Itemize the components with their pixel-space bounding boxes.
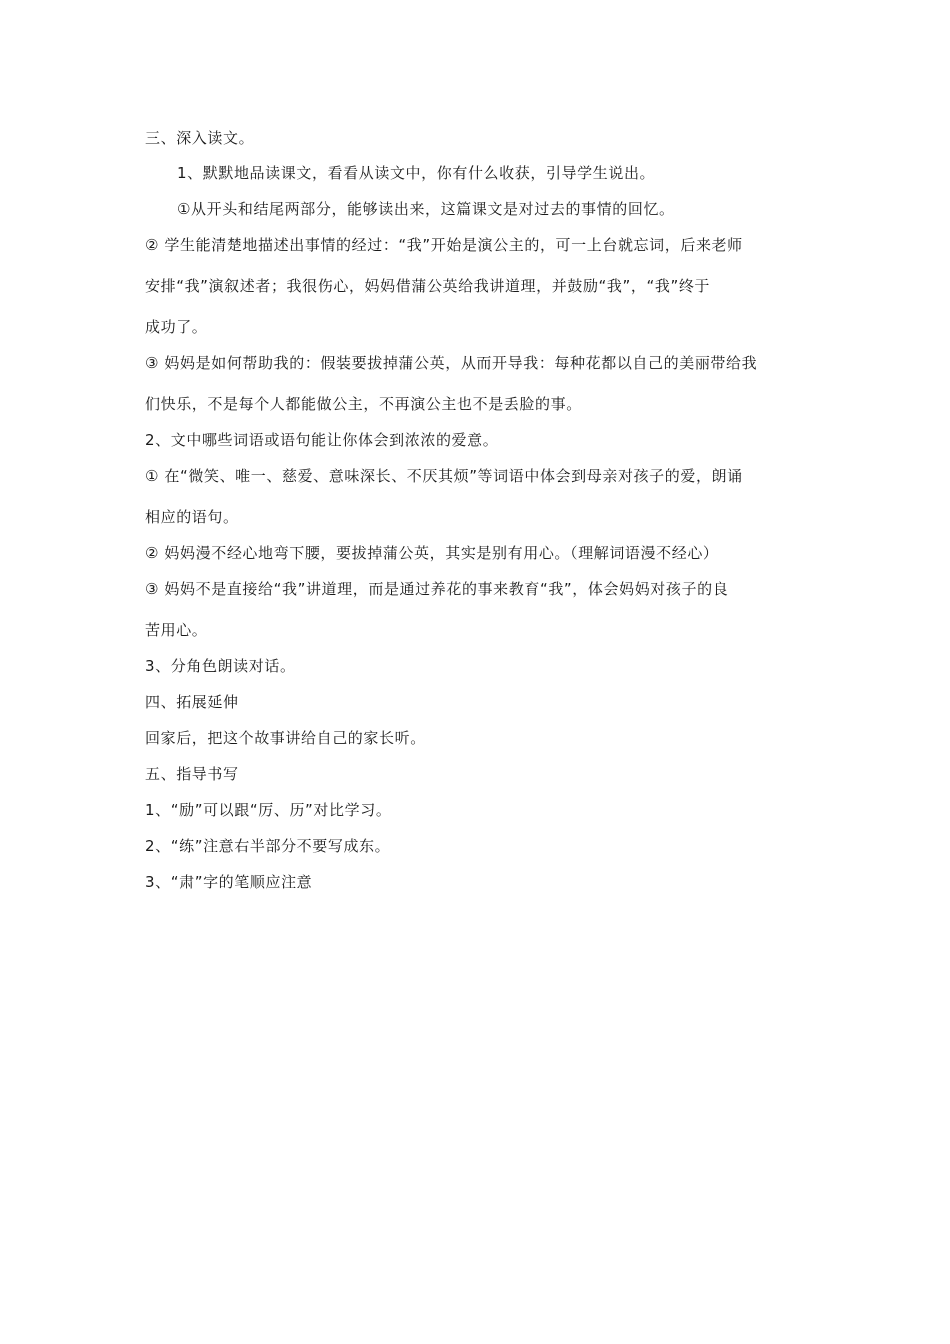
item-2-point-3-line-2: 苦用心。: [145, 621, 208, 639]
item-1-text: 1、默默地品读课文，看看从读文中，你有什么收获，引导学生说出。: [177, 164, 656, 182]
item-2-text: 2、文中哪些词语或语句能让你体会到浓浓的爱意。: [145, 431, 499, 449]
section-heading-4: 四、拓展延伸: [145, 693, 239, 711]
section-heading-5: 五、指导书写: [145, 765, 239, 783]
writing-item-2: 2、“练”注意右半部分不要写成东。: [145, 837, 391, 855]
item-2-point-1-line-2: 相应的语句。: [145, 508, 239, 526]
item-2-point-3-line-1: ③ 妈妈不是直接给“我”讲道理，而是通过养花的事来教育“我”，体会妈妈对孩子的良: [145, 580, 729, 598]
writing-item-3: 3、“肃”字的笔顺应注意: [145, 873, 313, 891]
item-1-point-2-line-1: ② 学生能清楚地描述出事情的经过：“我”开始是演公主的，可一上台就忘词，后来老师: [145, 236, 743, 254]
item-1-point-3-line-1: ③ 妈妈是如何帮助我的：假装要拔掉蒲公英，从而开导我：每种花都以自己的美丽带给我: [145, 354, 758, 372]
item-1-point-1: ①从开头和结尾两部分，能够读出来，这篇课文是对过去的事情的回忆。: [177, 200, 675, 218]
item-2-point-1-line-1: ① 在“微笑、唯一、慈爱、意味深长、不厌其烦”等词语中体会到母亲对孩子的爱，朗诵: [145, 467, 743, 485]
item-1-point-3-line-2: 们快乐，不是每个人都能做公主，不再演公主也不是丢脸的事。: [145, 395, 582, 413]
section-4-text: 回家后，把这个故事讲给自己的家长听。: [145, 729, 426, 747]
item-2-point-2: ② 妈妈漫不经心地弯下腰，要拔掉蒲公英，其实是别有用心。（理解词语漫不经心）: [145, 544, 719, 562]
item-1-point-2-line-3: 成功了。: [145, 318, 208, 336]
item-1-point-2-line-2: 安排“我”演叙述者；我很伤心，妈妈借蒲公英给我讲道理，并鼓励“我”，“我”终于: [145, 277, 711, 295]
writing-item-1: 1、“励”可以跟“厉、历”对比学习。: [145, 801, 392, 819]
section-heading-3: 三、深入读文。: [145, 129, 255, 147]
item-3-text: 3、分角色朗读对话。: [145, 657, 296, 675]
